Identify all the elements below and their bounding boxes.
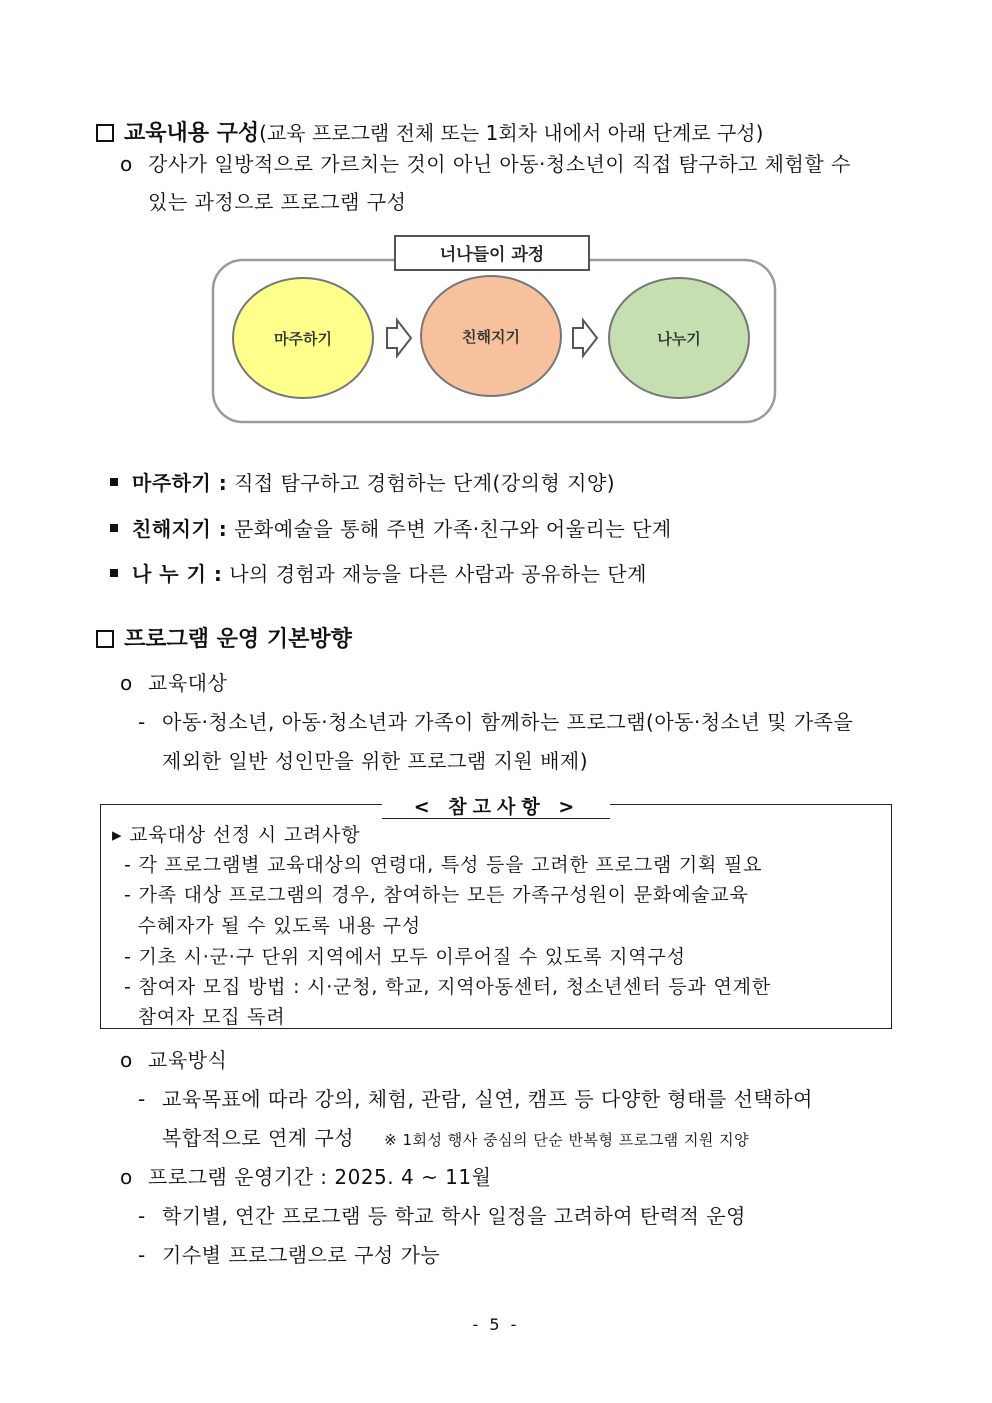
reference-heading: ▸ 교육대상 선정 시 고려사항 <box>112 824 361 846</box>
process-diagram <box>205 232 785 430</box>
reference-line: - 가족 대상 프로그램의 경우, 참여하는 모든 가족구성원이 문화예술교육 <box>124 884 749 906</box>
period-line: - 기수별 프로그램으로 구성 가능 <box>138 1243 441 1267</box>
checkbox-square-icon <box>96 124 114 142</box>
method-line: - 교육목표에 따라 강의, 체험, 관람, 실연, 캠프 등 다양한 형태를 선택하여 <box>138 1087 813 1111</box>
section-subtitle: (교육 프로그램 전체 또는 1회차 내에서 아래 단계로 구성) <box>259 121 764 145</box>
stage-item: 나 누 기 : 나의 경험과 재능을 다른 사람과 공유하는 단계 <box>110 558 647 587</box>
reference-line: 참여자 모집 독려 <box>124 1006 286 1028</box>
content-bullet-line-cont: 있는 과정으로 프로그램 구성 <box>148 190 407 214</box>
period-line: - 학기별, 연간 프로그램 등 학교 학사 일정을 고려하여 탄력적 운영 <box>138 1204 746 1228</box>
reference-line: - 기초 시·군·구 단위 지역에서 모두 이루어질 수 있도록 지역구성 <box>124 946 686 968</box>
content-bullet-line: o 강사가 일방적으로 가르치는 것이 아닌 아동·청소년이 직접 탐구하고 체험할 수 <box>120 152 851 176</box>
method-line-cont: 복합적으로 연계 구성 ※ 1회성 행사 중심의 단순 반복형 프로그램 지원 지양 <box>162 1126 750 1150</box>
target-heading: o 교육대상 <box>120 671 228 695</box>
page-number: - 5 - <box>472 1315 520 1334</box>
reference-line: 수혜자가 될 수 있도록 내용 구성 <box>124 915 421 937</box>
square-bullet-icon <box>110 524 118 532</box>
square-bullet-icon <box>110 569 118 577</box>
target-line: - 아동·청소년, 아동·청소년과 가족이 함께하는 프로그램(아동·청소년 및 가족을 <box>138 710 854 734</box>
diagram-title: 너나들이 과정 <box>439 245 545 265</box>
square-bullet-icon <box>110 478 118 486</box>
reference-top-right-rule <box>610 804 891 805</box>
checkbox-square-icon <box>96 630 114 648</box>
step-label-2: 친해지기 <box>462 328 520 346</box>
step-label-3: 나누기 <box>657 330 701 348</box>
period-heading: o 프로그램 운영기간 : 2025. 4 ~ 11월 <box>120 1165 492 1189</box>
section-heading-program: 프로그램 운영 기본방향 <box>96 622 352 653</box>
reference-line: - 각 프로그램별 교육대상의 연령대, 특성 등을 고려한 프로그램 기획 필요 <box>124 854 763 876</box>
reference-line: - 참여자 모집 방법 : 시·군청, 학교, 지역아동센터, 청소년센터 등과 연계한 <box>124 976 771 998</box>
step-label-1: 마주하기 <box>274 330 332 348</box>
method-heading: o 교육방식 <box>120 1048 228 1072</box>
section-heading-content: 교육내용 구성(교육 프로그램 전체 또는 1회차 내에서 아래 단계로 구성) <box>96 116 763 147</box>
reference-title: < 참고사항 > <box>413 796 581 818</box>
stage-item: 마주하기 : 직접 탐구하고 경험하는 단계(강의형 지양) <box>110 467 615 496</box>
stage-item: 친해지기 : 문화예술을 통해 주변 가족·친구와 어울리는 단계 <box>110 513 672 542</box>
target-line-cont: 제외한 일반 성인만을 위한 프로그램 지원 배제) <box>162 749 589 773</box>
method-note: ※ 1회성 행사 중심의 단순 반복형 프로그램 지원 지양 <box>384 1131 750 1149</box>
reference-title-underline <box>382 818 610 819</box>
reference-top-left-rule <box>100 804 382 805</box>
